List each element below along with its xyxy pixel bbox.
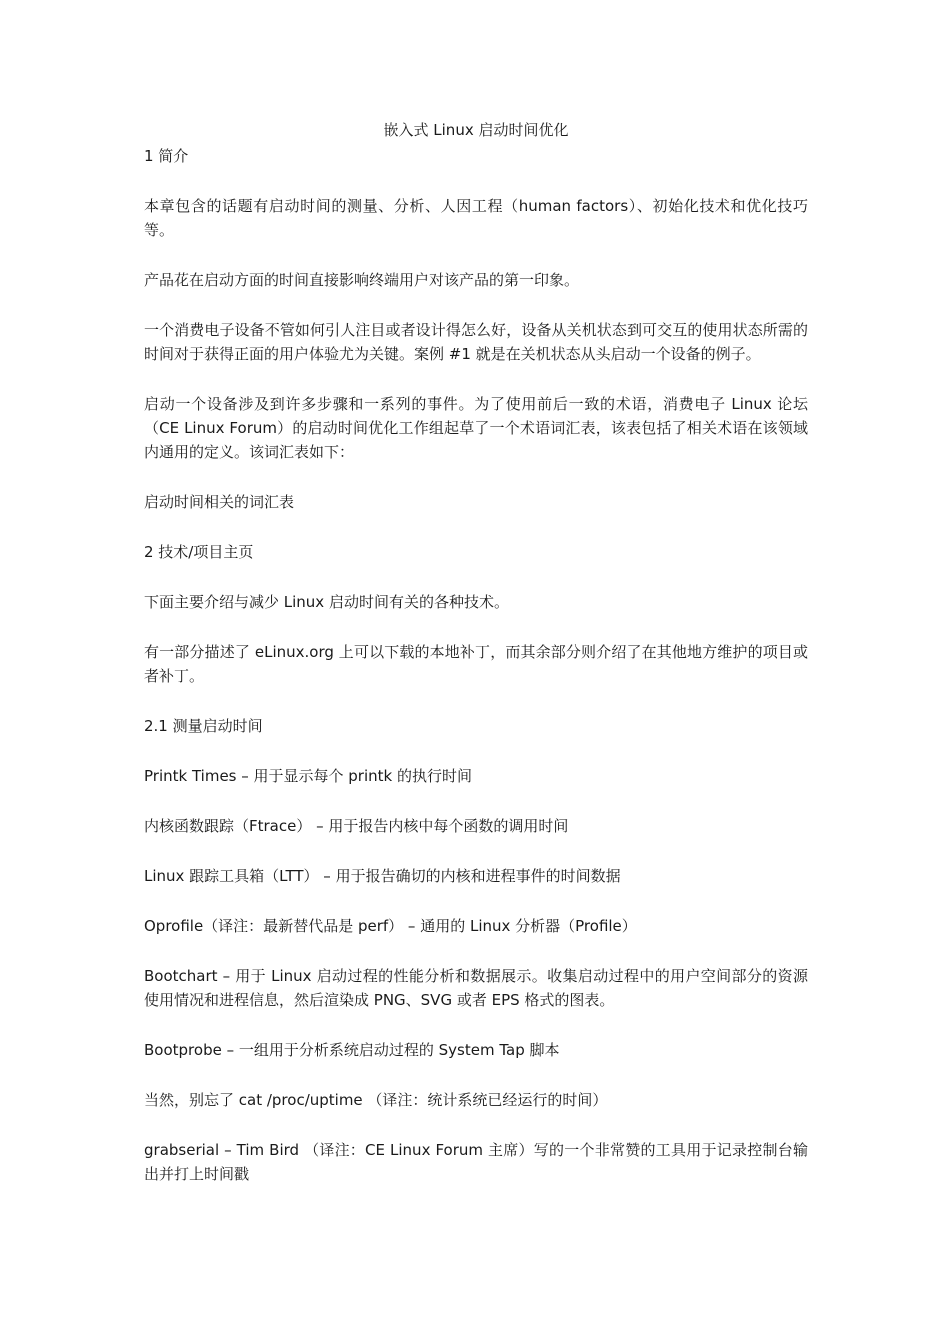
document-title: 嵌入式 Linux 启动时间优化 [383,121,569,139]
measure-item: grabserial – Tim Bird （译注：CE Linux Forum 主席）写的一个非常赞的工具用于记录控制台输出并打上时间戳 [144,1141,808,1183]
measure-item: Oprofile（译注：最新替代品是 perf） – 通用的 Linux 分析器（Profile） [144,917,637,935]
measure-item: 当然，别忘了 cat /proc/uptime （译注：统计系统已经运行的时间） [144,1091,608,1109]
document-body [144,118,808,1212]
paragraph: 有一部分描述了 eLinux.org 上可以下载的本地补丁，而其余部分则介绍了在其他地方维护的项目或者补丁。 [144,643,808,685]
section-heading-intro: 1 简介 [144,147,189,165]
paragraph: 本章包含的话题有启动时间的测量、分析、人因工程（human factors）、初始化技术和优化技巧等。 [144,197,808,239]
measure-item: Bootprobe – 一组用于分析系统启动过程的 System Tap 脚本 [144,1041,560,1059]
measure-item: Linux 跟踪工具箱（LTT） – 用于报告确切的内核和进程事件的时间数据 [144,867,621,885]
paragraph: 一个消费电子设备不管如何引人注目或者设计得怎么好，设备从关机状态到可交互的使用状态所需的时间对于获得正面的用户体验尤为关键。案例 #1 就是在关机状态从头启动一个设备的例子。 [144,321,808,363]
measure-item: 内核函数跟踪（Ftrace） – 用于报告内核中每个函数的调用时间 [144,817,569,835]
paragraph: 产品花在启动方面的时间直接影响终端用户对该产品的第一印象。 [144,271,580,289]
measure-item: Printk Times – 用于显示每个 printk 的执行时间 [144,767,472,785]
paragraph: 启动一个设备涉及到许多步骤和一系列的事件。为了使用前后一致的术语，消费电子 Linux 论坛（CE Linux Forum）的启动时间优化工作组起草了一个术语词汇表，该表包括了相关术语在该领域内通用的定义。该词汇表如下： [144,395,808,461]
section-heading-tech: 2 技术/项目主页 [144,543,254,561]
section-heading-measure: 2.1 测量启动时间 [144,717,263,735]
paragraph: 启动时间相关的词汇表 [144,493,295,511]
measure-item: Bootchart – 用于 Linux 启动过程的性能分析和数据展示。收集启动过程中的用户空间部分的资源使用情况和进程信息，然后渲染成 PNG、SVG 或者 EPS 格式的图表。 [144,967,808,1009]
paragraph: 下面主要介绍与减少 Linux 启动时间有关的各种技术。 [144,593,509,611]
